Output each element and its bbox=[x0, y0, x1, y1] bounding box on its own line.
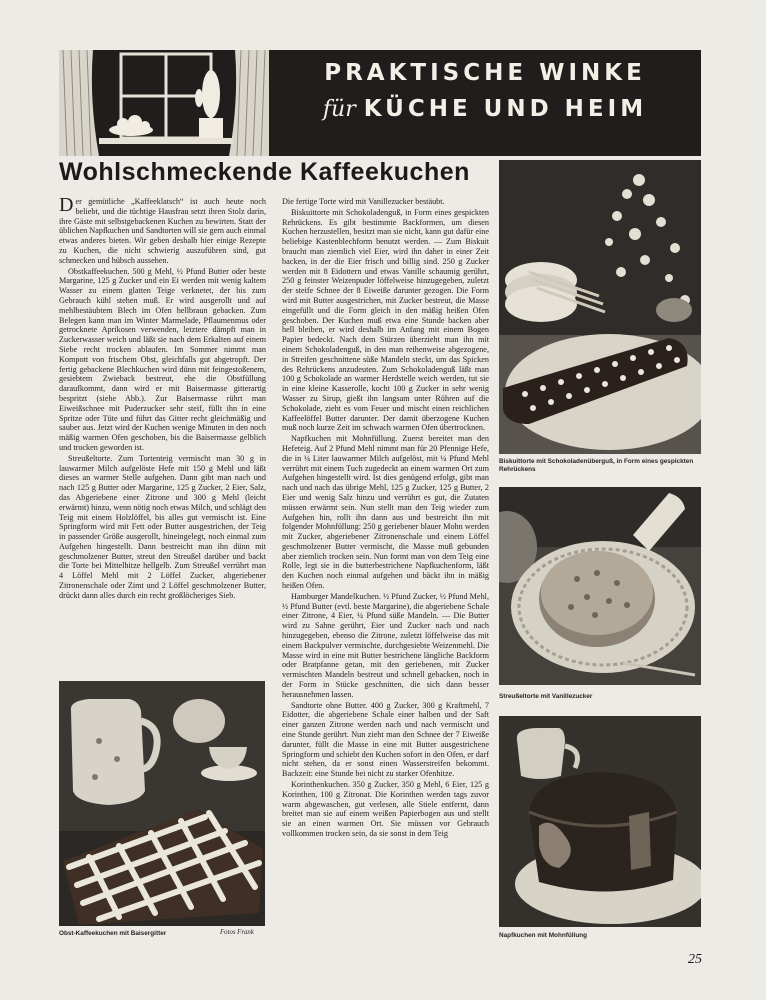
banner-title-line2-text: KÜCHE UND HEIM bbox=[363, 96, 648, 122]
photo-napfkuchen bbox=[499, 716, 701, 927]
dropcap: D bbox=[59, 197, 74, 216]
text-column-1 bbox=[59, 197, 266, 672]
caption-napfkuchen: Napfkuchen mit Mohnfüllung bbox=[499, 932, 588, 939]
intro-paragraph bbox=[59, 197, 266, 266]
recipe-napfkuchen: Napfkuchen mit Mohnfüllung. Zuerst bereitet man den Hefeteig. Auf 2 Pfund Mehl nimmt man für 20 Pfennige Hefe, die in ¼ Liter lauwarmer Milch aufgelöst, mit ¼ Pfund Mehl verrührt mit einem Tuch zugedeckt an einem warmen Ort zum Aufgehen hingestellt wird. Ist dies genügend erfolgt, gibt man nach und nach das übrige Mehl, 125 g Zucker, 125 g Butter, 2 Eier und wenig Salz hinzu und verrührt es gut, die Zutaten müssen erwärmt sein. Nun stellt man den Teig wieder zum Aufgehen hin, rollt ihn dann aus und bestreicht ihn mit folgender Mohnfüllung: 250 g geriebener blauer Mohn werden mit Zucker, abgeriebener Zitronenschale und einem Löffel geschmolzener Butter vermischt, die Masse muß gebunden aber ziemlich trocken sein. Nun formt man von dem Teig eine Rolle, legt sie in die butterbestrichene Napfkuchenform, läßt den Kuchen noch einmal aufgehen und bäckt ihn in mäßig heißen Ofen. bbox=[282, 434, 489, 591]
recipe-sandtorte: Sandtorte ohne Butter. 400 g Zucker, 300 g Kraftmehl, 7 Eidotter, die abgeriebene Schale einer halben und der Saft einer ganzen Zitrone werden nach und nach vermischt und eine Stunde gerührt. Nun zieht man den Schnee der 7 Eiweiße darunter, füllt die Masse in eine mit Butter ausgestrichene Springform und schiebt den Kuchen sofort in den Ofen, er darf nicht stehen, da er sonst einen Wasserstreifen bekommt. Backzeit: eine Stunde bei nicht zu starker Ofenhitze. bbox=[282, 700, 489, 779]
page-number: 25 bbox=[688, 952, 702, 967]
banner-fuer: für bbox=[322, 97, 356, 122]
article-title: Wohlschmeckende Kaffeekuchen bbox=[59, 158, 470, 186]
photo-credit: Fotos Frank bbox=[220, 929, 254, 936]
window-illustration bbox=[59, 50, 269, 156]
banner-title-line2 bbox=[275, 96, 695, 122]
text-column-2 bbox=[282, 197, 489, 942]
caption-obstkaffeekuchen: Obst-Kaffeekuchen mit Baisergitter bbox=[59, 930, 167, 937]
recipe-obstkaffeekuchen: Obstkaffeekuchen. 500 g Mehl, ½ Pfund Butter oder beste Margarine, 125 g Zucker und ein Ei werden mit wenig kaltem Wasser zu einem glatten Teige verknetet, der bis zum Gebrauch kühl stehen muß. Er wird ausgerollt und auf mehlbestäubtem Blech im Ofen hellbraun gebacken. Zum Belegen kann man im Winter Marmelade, Pflaumenmus oder getrocknete Aprikosen verwenden, letztere dämpft man in Zuckerwasser weich und läßt sie nach dem Erkalten auf einem Siebe recht trocken ablaufen. Im Sommer nimmt man Kompott von frischem Obst, gleichfalls gut abgetropft. Der fertig gebackene Blechkuchen wird dünn mit feingestoßenem, gesiebtem Zwieback bestreut, ehe die Obstfüllung daraufkommt, dann wird er mit Baisermasse gitterartig bespritzt (siehe Abb.). Zur Baisermasse rührt man Eiweißschnee mit Puderzucker sehr steif, füllt ihn in eine Spritze oder Tüte und führt das Gitter recht gleichmäßig und sauber aus. Jetzt wird der Kuchen wenige Minuten in den noch mäßig warmen Ofen geschoben, bis die Baisermasse gelblich und trocken geworden ist. bbox=[59, 266, 266, 452]
recipe-korinthenkuchen: Korinthenkuchen. 350 g Zucker, 350 g Mehl, 6 Eier, 125 g Korinthen, 100 g Zitronat. Die Korinthen werden tags zuvor warm abgewaschen, gut verlesen, alle Stiele entfernt, dann breitet man sie auf einem weißen Papierbogen aus und stellt sie an einen warmen Ort. Sie müssen vor Gebrauch vollkommen trocken sein, da sie sonst in dem Teig bbox=[282, 780, 489, 838]
intro-text: er gemütliche „Kaffeeklatsch“ ist auch heute noch beliebt, und die tüchtige Hausfrau setzt ihren Stolz darin, ihre Gäste mit selbstgebackenen Kuchen zu bewirten. Statt der üblichen Napfkuchen und Sandtorten will sie gern auch einmal etwas anderes bieten. Wir geben deshalb hier einige Rezepte zu Kuchen, die nicht schwierig auszuführen sind, gut schmecken und hübsch aussehen. bbox=[59, 197, 266, 265]
photo-streusseltorte bbox=[499, 487, 701, 685]
caption-biskuittorte: Biskuittorte mit Schokoladenüberguß, in Form eines gespickten Rehrückens bbox=[499, 458, 694, 473]
caption-streusseltorte: Streußeltorte mit Vanillezucker bbox=[499, 693, 593, 700]
streusel-continuation: Die fertige Torte wird mit Vanillezucker bestäubt. bbox=[282, 197, 445, 206]
recipe-biskuittorte: Biskuittorte mit Schokoladenguß, in Form eines gespickten Rehrückens. Es gibt bestimmte Backformen, um diesen Kuchen herzustellen, besitzt man sie nicht, kann gut dafür eine beliebige Kastenblechform benutzt werden. — Zum Biskuit braucht man ziemlich viel Eier, wird ihn daher in einer Zeit backen, in der die Eier frisch und billig sind. 250 g Zucker werden mit 8 Eidottern und etwas Vanille schaumig gerührt, 250 g feinster Weizenpuder löffelweise hinzugegeben, zuletzt der steife Schnee der 8 Eiweiße darunter gezogen. Die Form wird mit Butter ausgestrichen, mit Zucker bestreut, die Masse eingefüllt und die Form gleich in den mäßig heißen Ofen geschoben. Der Kuchen muß etwa eine Stunde backen aber hell bleiben, er wird deshalb im Anfang mit einem Bogen Papier bedeckt. Nach dem Stürzen überzieht man ihn mit einem Schokoladenguß, in den man reihenweise abgezogene, in Streifen geschnittene süße Mandeln steckt, um das Spicken des Rehrückens anzudeuten. Zum Schokoladenguß läßt man 100 g Schokolade an warmer Herdstelle weich werden, tut sie in eine kleine Kasserolle, kocht 100 g Zucker in sehr wenig Wasser zu Sirup, gießt ihn langsam unter Rühren auf die Schokolade, zieht es vom Feuer und mischt einen reichlichen Kaffeelöffel Butter darunter. Der damit überzogene Kuchen muß noch kurze Zeit im schwach warmen Ofen übertrocknen. bbox=[282, 207, 489, 433]
banner-title-line1: PRAKTISCHE WINKE bbox=[324, 60, 646, 86]
photo-biskuittorte bbox=[499, 160, 701, 454]
recipe-streusseltorte: Streußeltorte. Zum Tortenteig vermischt man 30 g in lauwarmer Milch aufgelöste Hefe mit 150 g Mehl und läßt dieses an warmer Stelle aufgehen. Dann gibt man nach und nach 125 g Butter oder Margarine, 125 g Zucker, 2 Eier, Salz, das Abgeriebene einer Zitrone und 300 g Mehl (leicht erwärmt) hinzu, wenn nötig noch etwas Milch, und schlägt den Teig mit einem Holzlöffel, bis alles gut vermischt ist. Eine Springform wird mit Fett oder Butter ausgestrichen, der Teig in passender Größe ausgerollt, hineingelegt, noch einmal zum Aufgehen hingestellt. Dann bestreicht man ihn dünn mit geschmolzener Butter, streut den Streußel darüber und backt die Torte bei Mittelhitze hellgelb. Zum Streußel verrührt man 4 Löffel Mehl mit 2 Löffel Zucker, abgeriebener Zitronenschale oder Zimt und 2 Löffel geschmolzener Butter, drückt dann alles durch ein recht großlöcheriges Sieb. bbox=[59, 453, 266, 600]
header-banner bbox=[59, 50, 701, 156]
recipe-mandelkuchen: Hamburger Mandelkuchen. ½ Pfund Zucker, ½ Pfund Mehl, ½ Pfund Butter (evtl. beste Margarine), die abgeriebene Schale einer Zitrone, 4 Eier, ¼ Pfund süße Mandeln. — Die Butter wird zu Sahne gerührt, Eier und Zucker nach und nach hinzugegeben, ebenso die Zitrone, zuletzt löffelweise das mit einem Backpulver vermischte, durchgesiebte Weizenmehl. Die Masse wird in eine mit Butter bestrichene längliche Backform oder Bratpfanne getan, mit den geriebenen, mit Zucker vermischten Mandeln bestreut und schnell gebacken, noch in der Form in Stücke geschnitten, die sich dann besser herausnehmen lassen. bbox=[282, 591, 489, 699]
photo-obstkaffeekuchen bbox=[59, 681, 265, 926]
